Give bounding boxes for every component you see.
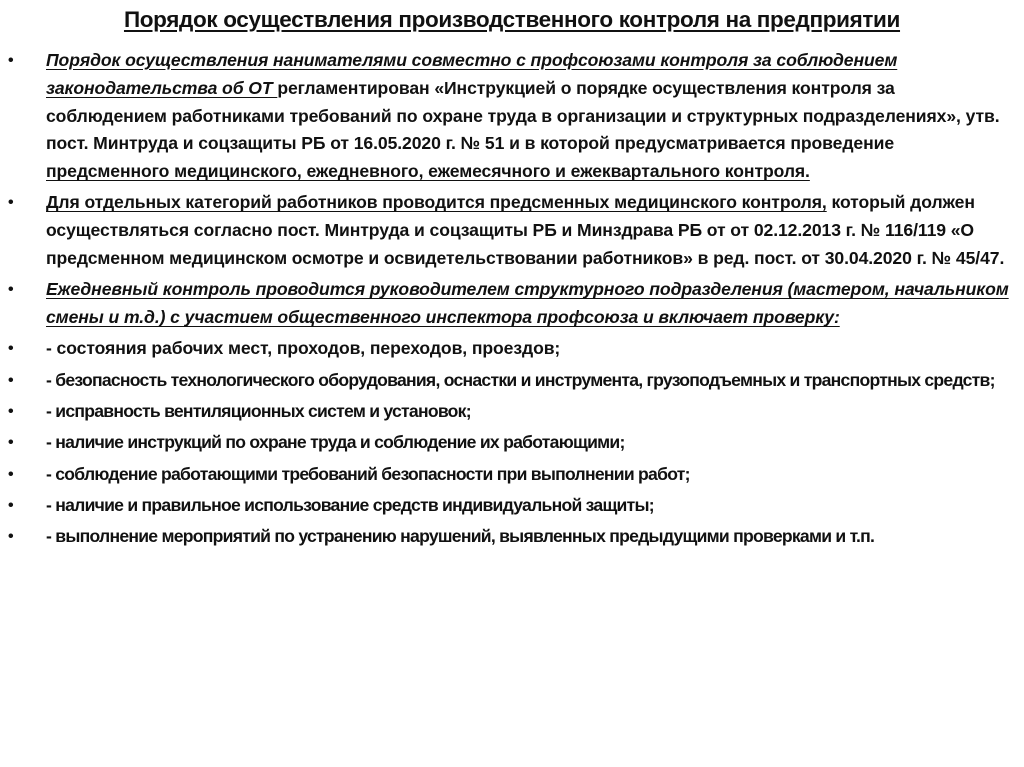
bullet-icon: • [8,281,14,299]
list-item-text: - состояния рабочих мест, проходов, переходов, проездов; [46,338,561,359]
list-item [0,461,1024,489]
list-item-text: который должен осуществляться согласно пост. Минтруда и соцзащиты РБ и Минздрава РБ от от 02.12.2013 г. № 116/119 «О предсменном медицинском осмотре и освидетельствовании работников» в ред. пост. от 30.04.2020 г. № 45/47. [46,192,1005,269]
list-item [0,276,1024,332]
list-item-text: - безопасность технологического оборудования, оснастки и инструмента, грузоподъемных и транспортных средств; [46,369,995,390]
list-item [0,367,1024,395]
bullet-icon: • [8,496,14,514]
list-item [0,47,1024,186]
bullet-icon: • [8,465,14,483]
list-item-text: - наличие и правильное использование средств индивидуальной защиты; [46,494,654,515]
bullet-icon: • [8,52,14,69]
bullet-icon: • [8,340,14,358]
bullet-icon: • [8,371,14,389]
list-item-text: - соблюдение работающими требований безопасности при выполнении работ; [46,463,690,484]
bullet-icon: • [8,528,14,546]
list-item-text: предсменного медицинского, ежедневного, ежемесячного и ежеквартального контроля. [46,161,810,182]
list-item-text: Ежедневный контроль проводится руководителем структурного подразделения (мастером, начальником смены и т.д.) с участием общественного инспектора профсоюза и включает проверку: [46,279,1009,328]
list-item-text: - выполнение мероприятий по устранению нарушений, выявленных предыдущими проверками и т.п. [46,526,875,547]
list-item [0,189,1024,272]
slide-title: Порядок осуществления производственного контроля на предприятии [123,7,901,32]
list-item [0,492,1024,520]
bullet-icon: • [8,403,14,421]
bullet-icon: • [8,194,14,212]
list-item-text: Для отдельных категорий работников проводится предсменных медицинского контроля, [46,192,827,213]
list-item-text: - исправность вентиляционных систем и установок; [46,401,471,422]
list-item [0,523,1024,551]
list-item [0,398,1024,426]
bullet-icon: • [8,434,14,452]
list-item [0,429,1024,457]
list-item [0,335,1024,363]
list-item-text: - наличие инструкций по охране труда и соблюдение их работающими; [46,432,625,453]
bullet-list [0,47,1024,555]
list-item-text: регламентирован «Инструкцией о порядке осуществления контроля за соблюдением работниками требований по охране труда в организации и структурных подразделениях», утв. пост. Минтруда и соцзащиты РБ от 16.05.2020 г. № 51 и в которой предусматривается проведение [46,77,1000,154]
list-item-text: Порядок осуществления нанимателями совместно с профсоюзами контроля за соблюдением законодательства об ОТ [46,50,898,98]
